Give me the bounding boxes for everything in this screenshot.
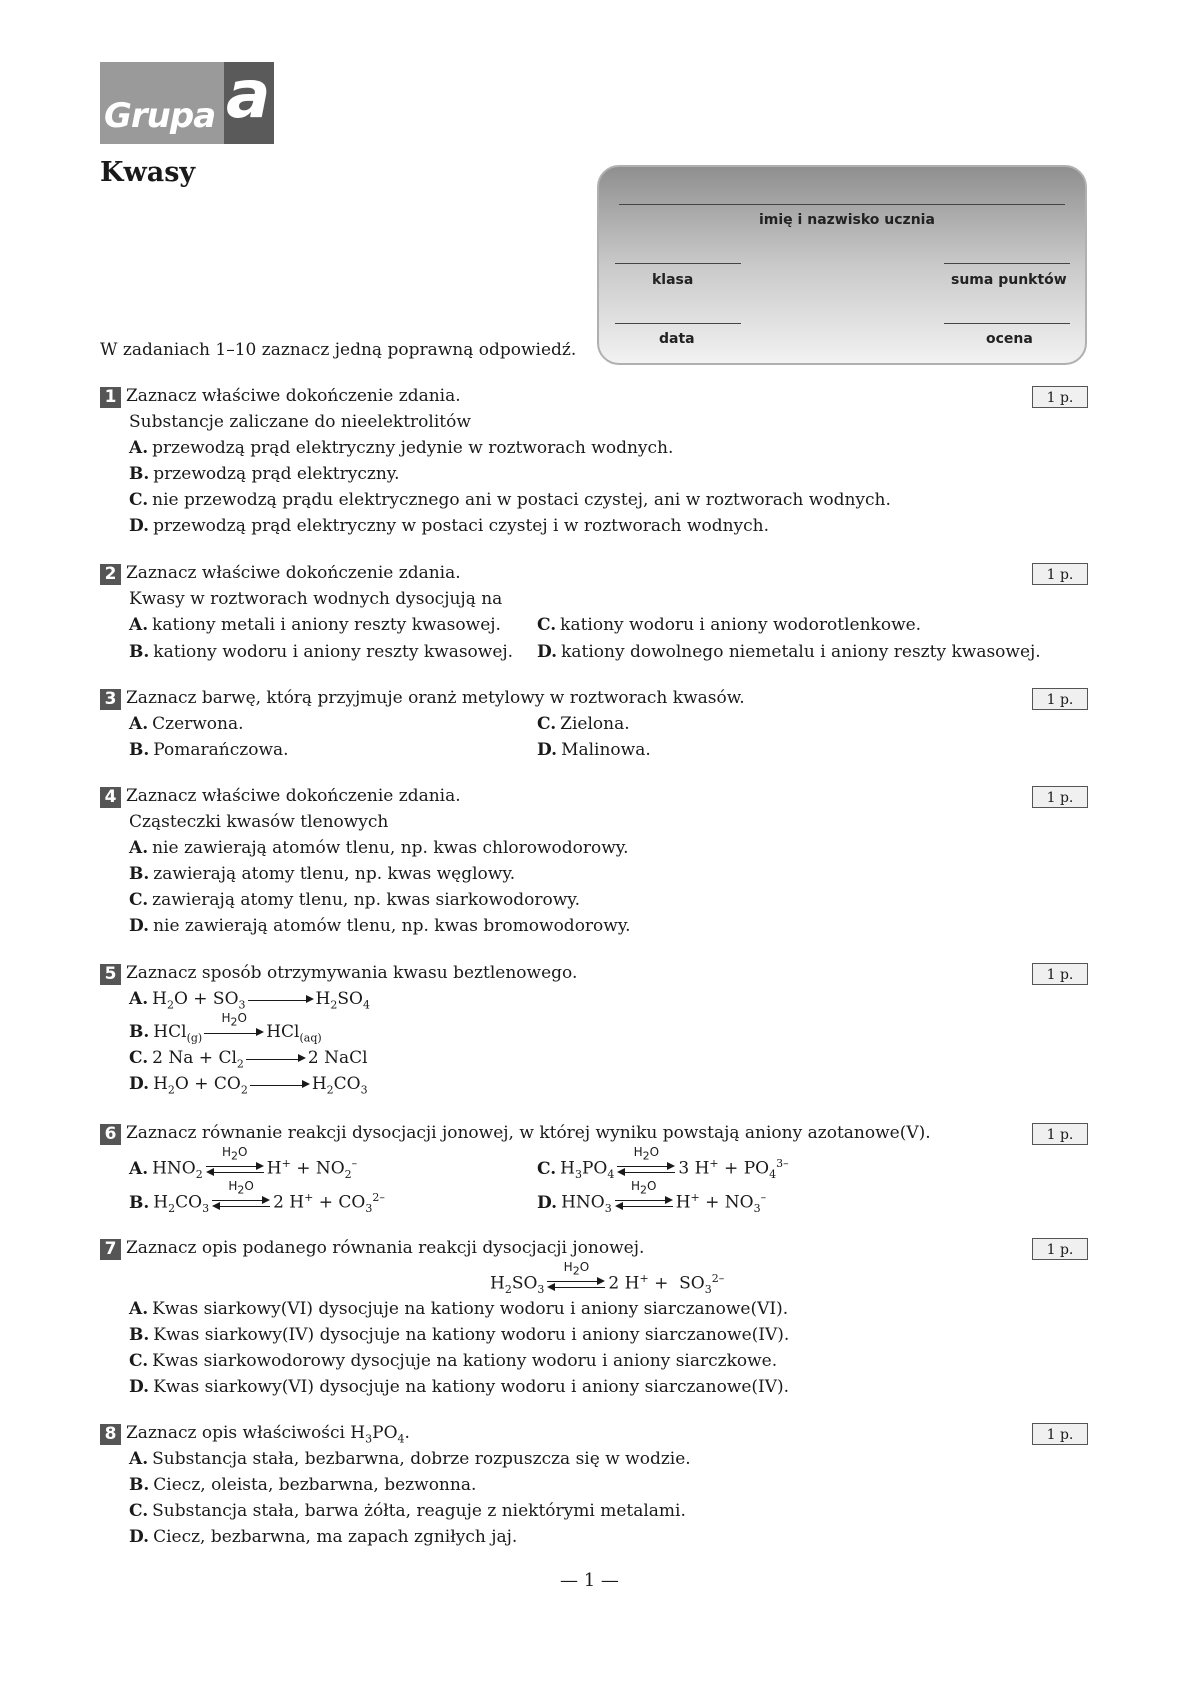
option-c[interactable]: C. nie przewodzą prądu elektrycznego ani w postaci czystej, ani w roztworach wodnych. [129, 490, 891, 510]
option-d[interactable]: D. $H_2O + CO_2$ $H_2CO_3$ [129, 1074, 368, 1097]
question-lead: Kwasy w roztworach wodnych dysocjują na [129, 589, 503, 609]
question-7 [100, 1238, 1090, 1398]
option-d[interactable]: D. Ciecz, bezbarwna, ma zapach zgniłych jaj. [129, 1527, 518, 1547]
points-box: 1 p. [1032, 786, 1088, 808]
class-line [615, 263, 741, 264]
option-d[interactable]: D. $HNO_3$ $H_2O$ $H^+ + NO_3^-$ [537, 1179, 767, 1216]
points-box: 1 p. [1032, 386, 1088, 408]
option-a[interactable]: A. przewodzą prąd elektryczny jedynie w roztworach wodnych. [129, 438, 674, 458]
option-d[interactable]: D. Kwas siarkowy(VI) dysocjuje na kationy wodoru i aniony siarczanowe(IV). [129, 1377, 790, 1397]
option-c[interactable]: C. Substancja stała, barwa żółta, reaguje z niektórymi metalami. [129, 1501, 686, 1521]
question-text: Zaznacz właściwe dokończenie zdania. [126, 386, 461, 406]
option-a[interactable]: A. Substancja stała, bezbarwna, dobrze rozpuszcza się w wodzie. [129, 1449, 691, 1469]
question-text: Zaznacz barwę, którą przyjmuje oranż metylowy w roztworach kwasów. [126, 688, 745, 708]
option-d[interactable]: D. kationy dowolnego niemetalu i aniony reszty kwasowej. [537, 642, 1041, 662]
name-line [619, 204, 1065, 205]
points-line [944, 263, 1070, 264]
option-d[interactable]: D. przewodzą prąd elektryczny w postaci czystej i w roztworach wodnych. [129, 516, 769, 536]
question-3 [100, 688, 1090, 768]
option-c[interactable]: C. kationy wodoru i aniony wodorotlenkowe. [537, 615, 922, 635]
question-number: 5 [100, 964, 121, 985]
group-header [100, 56, 274, 144]
option-c[interactable]: C. 2 $Na + Cl_2$ 2 NaCl [129, 1048, 368, 1071]
points-box: 1 p. [1032, 1238, 1088, 1260]
option-b[interactable]: B. kationy wodoru i aniony reszty kwasowej. [129, 642, 514, 662]
question-text: Zaznacz opis podanego równania reakcji dysocjacji jonowej. [126, 1238, 645, 1258]
option-a[interactable]: A. Czerwona. [129, 714, 244, 734]
grade-line [944, 323, 1070, 324]
question-number: 8 [100, 1424, 121, 1445]
question-1 [100, 386, 1090, 536]
points-label: suma punktów [951, 272, 1067, 288]
option-b[interactable]: B. HCl$_{(g)}$ $H_2O$ HCl$_{(aq)}$ [129, 1010, 322, 1045]
question-number: 3 [100, 689, 121, 710]
question-text: Zaznacz właściwe dokończenie zdania. [126, 786, 461, 806]
date-line [615, 323, 741, 324]
question-8 [100, 1423, 1090, 1553]
option-a[interactable]: A. nie zawierają atomów tlenu, np. kwas chlorowodorowy. [129, 838, 629, 858]
page-number: — 1 — [560, 1570, 619, 1591]
instructions: W zadaniach 1–10 zaznacz jedną poprawną odpowiedź. [100, 340, 577, 360]
question-number: 4 [100, 787, 121, 808]
question-number: 7 [100, 1239, 121, 1260]
option-a[interactable]: A. Kwas siarkowy(VI) dysocjuje na kationy wodoru i aniony siarczanowe(VI). [129, 1299, 789, 1319]
points-box: 1 p. [1032, 963, 1088, 985]
option-c[interactable]: C. Zielona. [537, 714, 630, 734]
option-b[interactable]: B. przewodzą prąd elektryczny. [129, 464, 400, 484]
date-label: data [659, 331, 695, 347]
question-number: 6 [100, 1124, 121, 1145]
option-b[interactable]: B. zawierają atomy tlenu, np. kwas węglowy. [129, 864, 516, 884]
option-a[interactable]: A. kationy metali i aniony reszty kwasowej. [129, 615, 501, 635]
option-b[interactable]: B. Ciecz, oleista, bezbarwna, bezwonna. [129, 1475, 477, 1495]
option-c[interactable]: C. Kwas siarkowodorowy dysocjuje na kationy wodoru i aniony siarczkowe. [129, 1351, 778, 1371]
question-text: Zaznacz opis właściwości $H_3PO_4$. [126, 1423, 410, 1446]
student-info-box [597, 165, 1087, 365]
question-lead: Substancje zaliczane do nieelektrolitów [129, 412, 471, 432]
option-b[interactable]: B. $H_2CO_3$ $H_2O$ 2 $H^+ + CO_3^{2-}$ [129, 1179, 385, 1216]
question-number: 2 [100, 564, 121, 585]
option-b[interactable]: B. Kwas siarkowy(IV) dysocjuje na kationy wodoru i aniony siarczanowe(IV). [129, 1325, 790, 1345]
equation: $H_2SO_3$ $H_2O$ 2 $H^+ + SO_3^{2-}$ [490, 1260, 725, 1297]
question-number: 1 [100, 387, 121, 408]
question-lead: Cząsteczki kwasów tlenowych [129, 812, 389, 832]
points-box: 1 p. [1032, 1423, 1088, 1445]
class-label: klasa [652, 272, 694, 288]
question-2 [100, 563, 1090, 663]
question-5 [100, 963, 1090, 1103]
points-box: 1 p. [1032, 688, 1088, 710]
option-d[interactable]: D. Malinowa. [537, 740, 651, 760]
group-word: Grupa [104, 96, 216, 136]
question-4 [100, 786, 1090, 936]
option-d[interactable]: D. nie zawierają atomów tlenu, np. kwas bromowodorowy. [129, 916, 631, 936]
question-6 [100, 1123, 1090, 1223]
page-title: Kwasy [100, 157, 196, 188]
option-a[interactable]: A. $HNO_2$ $H_2O$ $H^+ + NO_2^-$ [129, 1145, 358, 1182]
question-text: Zaznacz właściwe dokończenie zdania. [126, 563, 461, 583]
question-text: Zaznacz równanie reakcji dysocjacji jonowej, w której wyniku powstają aniony azotanowe(V). [126, 1123, 931, 1143]
points-box: 1 p. [1032, 1123, 1088, 1145]
name-label: imię i nazwisko ucznia [759, 212, 935, 228]
option-a[interactable]: A. $H_2O + SO_3$ $H_2SO_4$ [129, 989, 370, 1012]
option-c[interactable]: C. $H_3PO_4$ $H_2O$ 3 $H^+ + PO_4^{3-}$ [537, 1145, 789, 1182]
question-text: Zaznacz sposób otrzymywania kwasu beztlenowego. [126, 963, 578, 983]
group-letter: a [226, 56, 271, 133]
points-box: 1 p. [1032, 563, 1088, 585]
grade-label: ocena [986, 331, 1033, 347]
option-b[interactable]: B. Pomarańczowa. [129, 740, 289, 760]
option-c[interactable]: C. zawierają atomy tlenu, np. kwas siarkowodorowy. [129, 890, 581, 910]
